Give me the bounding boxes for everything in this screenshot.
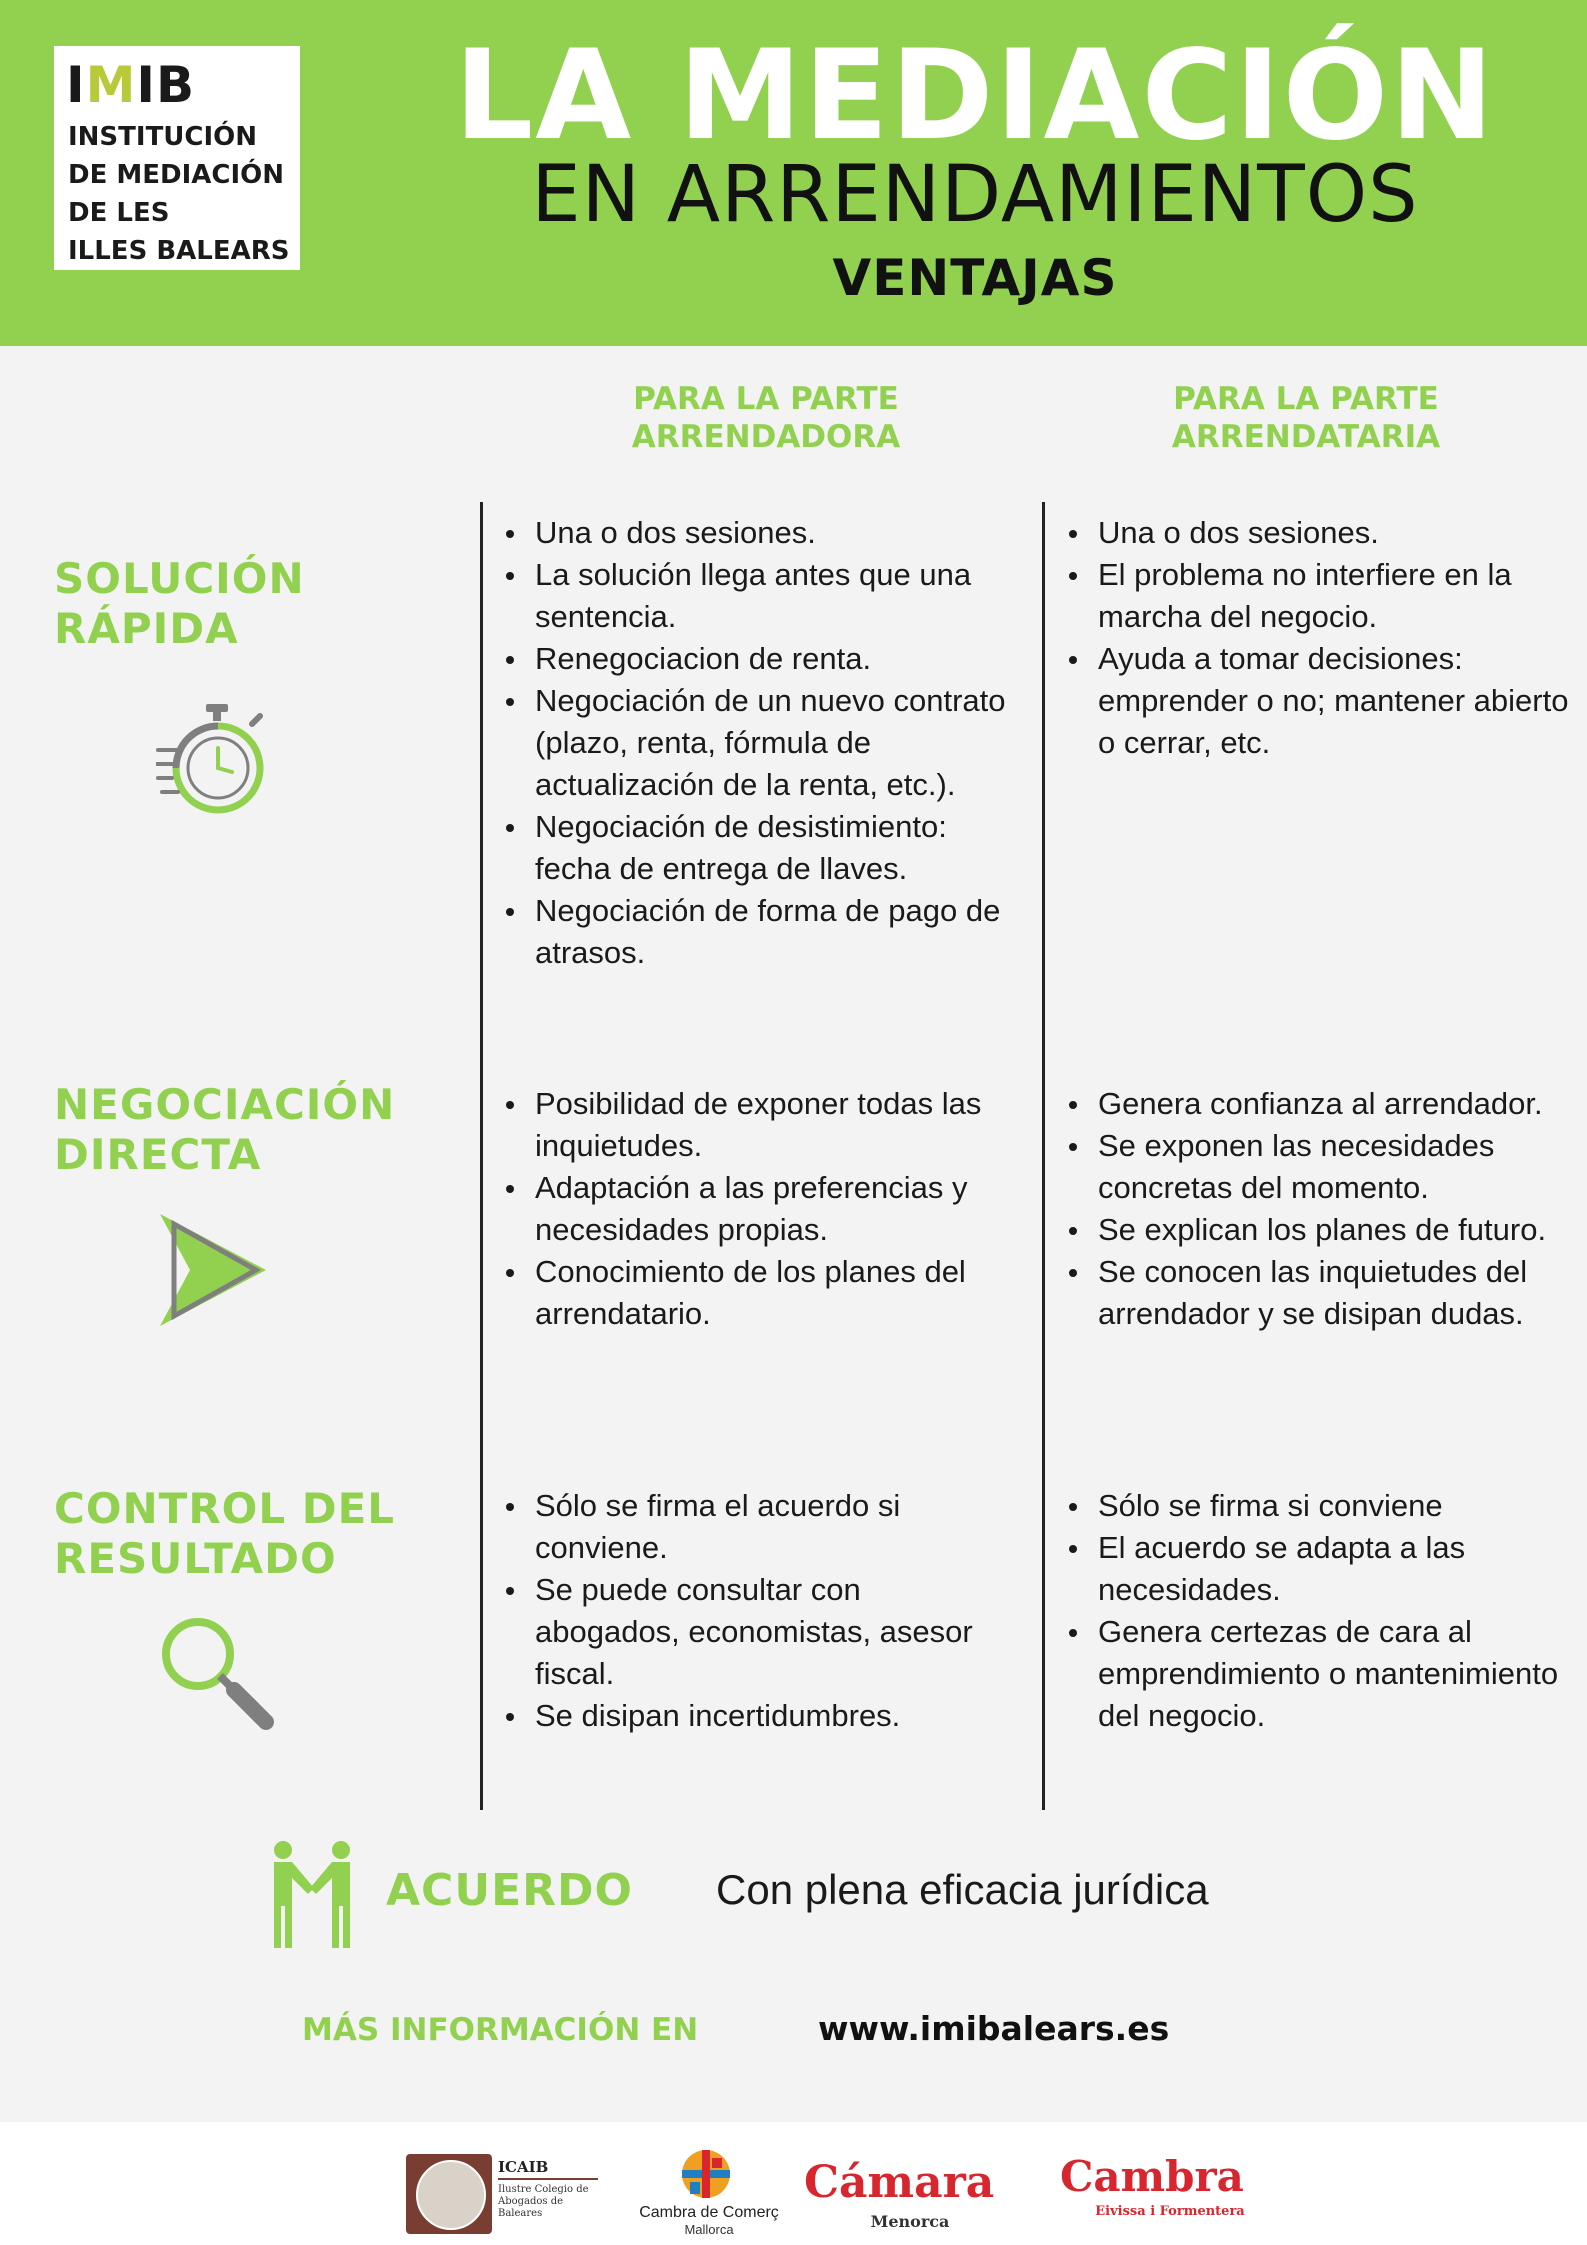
acuerdo-text: Con plena eficacia jurídica: [716, 1866, 1209, 1913]
list-item: Renegociacion de renta.: [492, 638, 1012, 680]
page-subtitle: EN ARRENDAMIENTOS: [531, 150, 1419, 240]
list-item: Se explican los planes de futuro.: [1055, 1209, 1575, 1251]
more-info-label: MÁS INFORMACIÓN EN: [302, 2012, 699, 2048]
list-item: Ayuda a tomar decisiones: emprender o no; mantener abierto o cerrar, etc.: [1055, 638, 1575, 764]
page-title: LA MEDIACIÓN: [454, 24, 1496, 168]
column-divider: [480, 502, 483, 1810]
logo-wordmark: IMIB: [66, 56, 196, 114]
cambra-mallorca-logo: [676, 2146, 736, 2202]
list-item: Sólo se firma el acuerdo si conviene.: [492, 1485, 1012, 1569]
list-item: La solución llega antes que una sentencia.: [492, 554, 1012, 638]
list-item: Negociación de un nuevo contrato (plazo, renta, fórmula de actualización de la renta, etc.).: [492, 680, 1012, 806]
list-item: Se exponen las necesidades concretas del momento.: [1055, 1125, 1575, 1209]
list-solucion-arrendadora: [492, 512, 1012, 974]
section-label-control-resultado: CONTROL DEL RESULTADO: [54, 1484, 396, 1583]
camara-menorca-subtitle: Menorca: [870, 2212, 950, 2231]
list-negociacion-arrendataria: [1055, 1083, 1575, 1335]
section-label-negociacion-directa: NEGOCIACIÓN DIRECTA: [54, 1080, 396, 1179]
list-item: Una o dos sesiones.: [1055, 512, 1575, 554]
magnifier-icon: [158, 1614, 276, 1732]
list-item: Posibilidad de exponer todas las inquietudes.: [492, 1083, 1012, 1167]
list-solucion-arrendataria: [1055, 512, 1575, 764]
section-label-solucion-rapida: SOLUCIÓN RÁPIDA: [54, 554, 305, 653]
icaib-seal-logo: [406, 2154, 492, 2234]
list-item: El acuerdo se adapta a las necesidades.: [1055, 1527, 1575, 1611]
cambra-mallorca-subtitle: Mallorca: [684, 2222, 734, 2237]
column-header-arrendadora: PARA LA PARTE ARRENDADORA: [631, 381, 901, 455]
icaib-subtitle: Ilustre Colegio de Abogados de Baleares: [498, 2184, 589, 2219]
cambra-eivissa-subtitle: Eivissa i Formentera: [1095, 2204, 1245, 2219]
page-tagline: VENTAJAS: [832, 249, 1118, 307]
list-item: Genera confianza al arrendador.: [1055, 1083, 1575, 1125]
list-control-arrendadora: [492, 1485, 1012, 1737]
header-banner: [0, 0, 1587, 346]
play-arrow-icon: [160, 1212, 272, 1328]
list-item: Conocimiento de los planes del arrendatario.: [492, 1251, 1012, 1335]
cambra-eivissa-logo: Cambra: [1060, 2152, 1244, 2201]
list-item: Sólo se firma si conviene: [1055, 1485, 1575, 1527]
column-divider: [1042, 502, 1045, 1810]
imib-logo: [54, 46, 300, 270]
divider: [498, 2178, 598, 2180]
column-header-arrendataria: PARA LA PARTE ARRENDATARIA: [1171, 381, 1441, 455]
list-item: El problema no interfiere en la marcha del negocio.: [1055, 554, 1575, 638]
logo-subtitle: INSTITUCIÓN DE MEDIACIÓN DE LES ILLES BALEARS: [68, 122, 290, 266]
footer-sponsors: [0, 2122, 1587, 2245]
list-item: Una o dos sesiones.: [492, 512, 1012, 554]
handshake-icon: [270, 1840, 354, 1952]
list-item: Negociación de forma de pago de atrasos.: [492, 890, 1012, 974]
list-item: Se disipan incertidumbres.: [492, 1695, 1012, 1737]
list-item: Se puede consultar con abogados, economistas, asesor fiscal.: [492, 1569, 1012, 1695]
more-info-link[interactable]: www.imibalears.es: [818, 2009, 1170, 2048]
camara-menorca-logo: Cámara: [804, 2157, 995, 2208]
list-item: Adaptación a las preferencias y necesidades propias.: [492, 1167, 1012, 1251]
list-item: Negociación de desistimiento: fecha de entrega de llaves.: [492, 806, 1012, 890]
cambra-mallorca-name: Cambra de Comerç: [639, 2204, 779, 2221]
stopwatch-icon: [156, 702, 276, 822]
list-control-arrendataria: [1055, 1485, 1575, 1737]
list-item: Se conocen las inquietudes del arrendador y se disipan dudas.: [1055, 1251, 1575, 1335]
acuerdo-label: ACUERDO: [386, 1865, 633, 1916]
list-item: Genera certezas de cara al emprendimiento o mantenimiento del negocio.: [1055, 1611, 1575, 1737]
list-negociacion-arrendadora: [492, 1083, 1012, 1335]
icaib-name: ICAIB: [498, 2158, 549, 2176]
